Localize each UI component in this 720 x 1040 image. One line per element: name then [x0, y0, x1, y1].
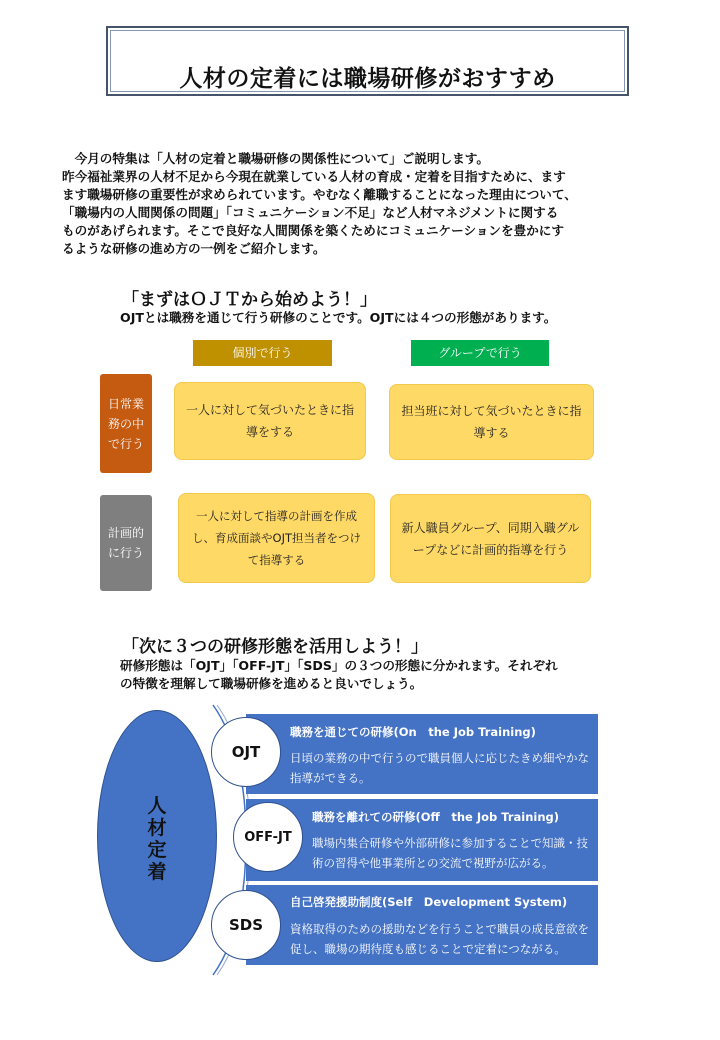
cell-text: 一人に対して指導の計画を作成し、育成面談やOJT担当者をつけて指導する [192, 509, 361, 567]
intro-line: 今月の特集は「人材の定着と職場研修の関係性について」ご説明します。 [62, 151, 489, 166]
band-title: 職務を通じての研修(On the Job Training) [290, 725, 536, 739]
cell-daily-individual [174, 382, 366, 460]
section2-subtext: の特徴を理解して職場研修を進めると良いでしょう。 [120, 676, 423, 691]
band-title: 自己啓発援助制度(Self Development System) [290, 895, 568, 909]
band-desc: 職場内集合研修や外部研修に参加することで知識・技術の習得や他事業所との交流で視野が広がる。 [312, 836, 588, 870]
circle-sds [211, 890, 281, 960]
circle-label: OJT [231, 743, 261, 761]
band-desc: 日頃の業務の中で行うので職員個人に応じたきめ細やかな指導ができる。 [290, 751, 589, 785]
row-head-daily [100, 374, 152, 473]
section2-subtext: 研修形態は「OJT」「OFF-JT」「SDS」の３つの形態に分かれます。それぞれ [120, 658, 558, 673]
circle-off-jt [233, 802, 303, 872]
row-head-planned [100, 495, 152, 591]
band-ojt [246, 714, 598, 794]
cell-daily-group [389, 384, 594, 460]
intro-line: ます職場研修の重要性が求められています。やむなく離職することになった理由について、 [62, 187, 577, 202]
cell-planned-individual [178, 493, 375, 583]
intro-line: るような研修の進め方の一例をご紹介します。 [62, 241, 326, 256]
col-head-individual: 個別で行う [193, 340, 332, 366]
intro-line: ものがあげられます。そこで良好な人間関係を築くためにコミュニケーションを豊かにす [62, 223, 564, 238]
col-head-group: グループで行う [411, 340, 549, 366]
section1-heading: 「まずはＯＪＴから始めよう！」 [122, 290, 377, 310]
row-head-daily-label: 日常業務の中で行う [107, 396, 144, 451]
circle-label: OFF-JT [244, 829, 292, 845]
intro-line: 「職場内の人間関係の問題」「コミュニケーション不足」など人材マネジメントに関する [62, 205, 559, 220]
center-label: 人材定着 [147, 795, 167, 883]
cell-text: 一人に対して気づいたときに指導をする [185, 403, 354, 439]
section2-heading: 「次に３つの研修形態を活用しよう！」 [122, 637, 428, 657]
page-title: 人材の定着には職場研修がおすすめ [179, 66, 556, 92]
band-sds [246, 885, 598, 965]
band-title: 職務を離れての研修(Off the Job Training) [312, 810, 560, 824]
cell-planned-group [390, 494, 591, 583]
circle-label: SDS [228, 916, 264, 934]
cell-text: 担当班に対して気づいたときに指導する [401, 404, 582, 440]
cell-text: 新人職員グループ、同期入職グループなどに計画的指導を行う [401, 520, 580, 557]
intro-line: 昨今福祉業界の人材不足から今現在就業している人材の育成・定着を目指すために、ます [62, 169, 566, 184]
band-desc: 資格取得のための援助などを行うことで職員の成長意欲を促し、職場の期待度も感じることで定着につながる。 [290, 922, 589, 956]
section1-subtext: OJTとは職務を通じて行う研修のことです。OJTには４つの形態があります。 [120, 310, 557, 325]
row-head-planned-label: 計画的に行う [107, 526, 144, 560]
circle-ojt [211, 717, 281, 787]
